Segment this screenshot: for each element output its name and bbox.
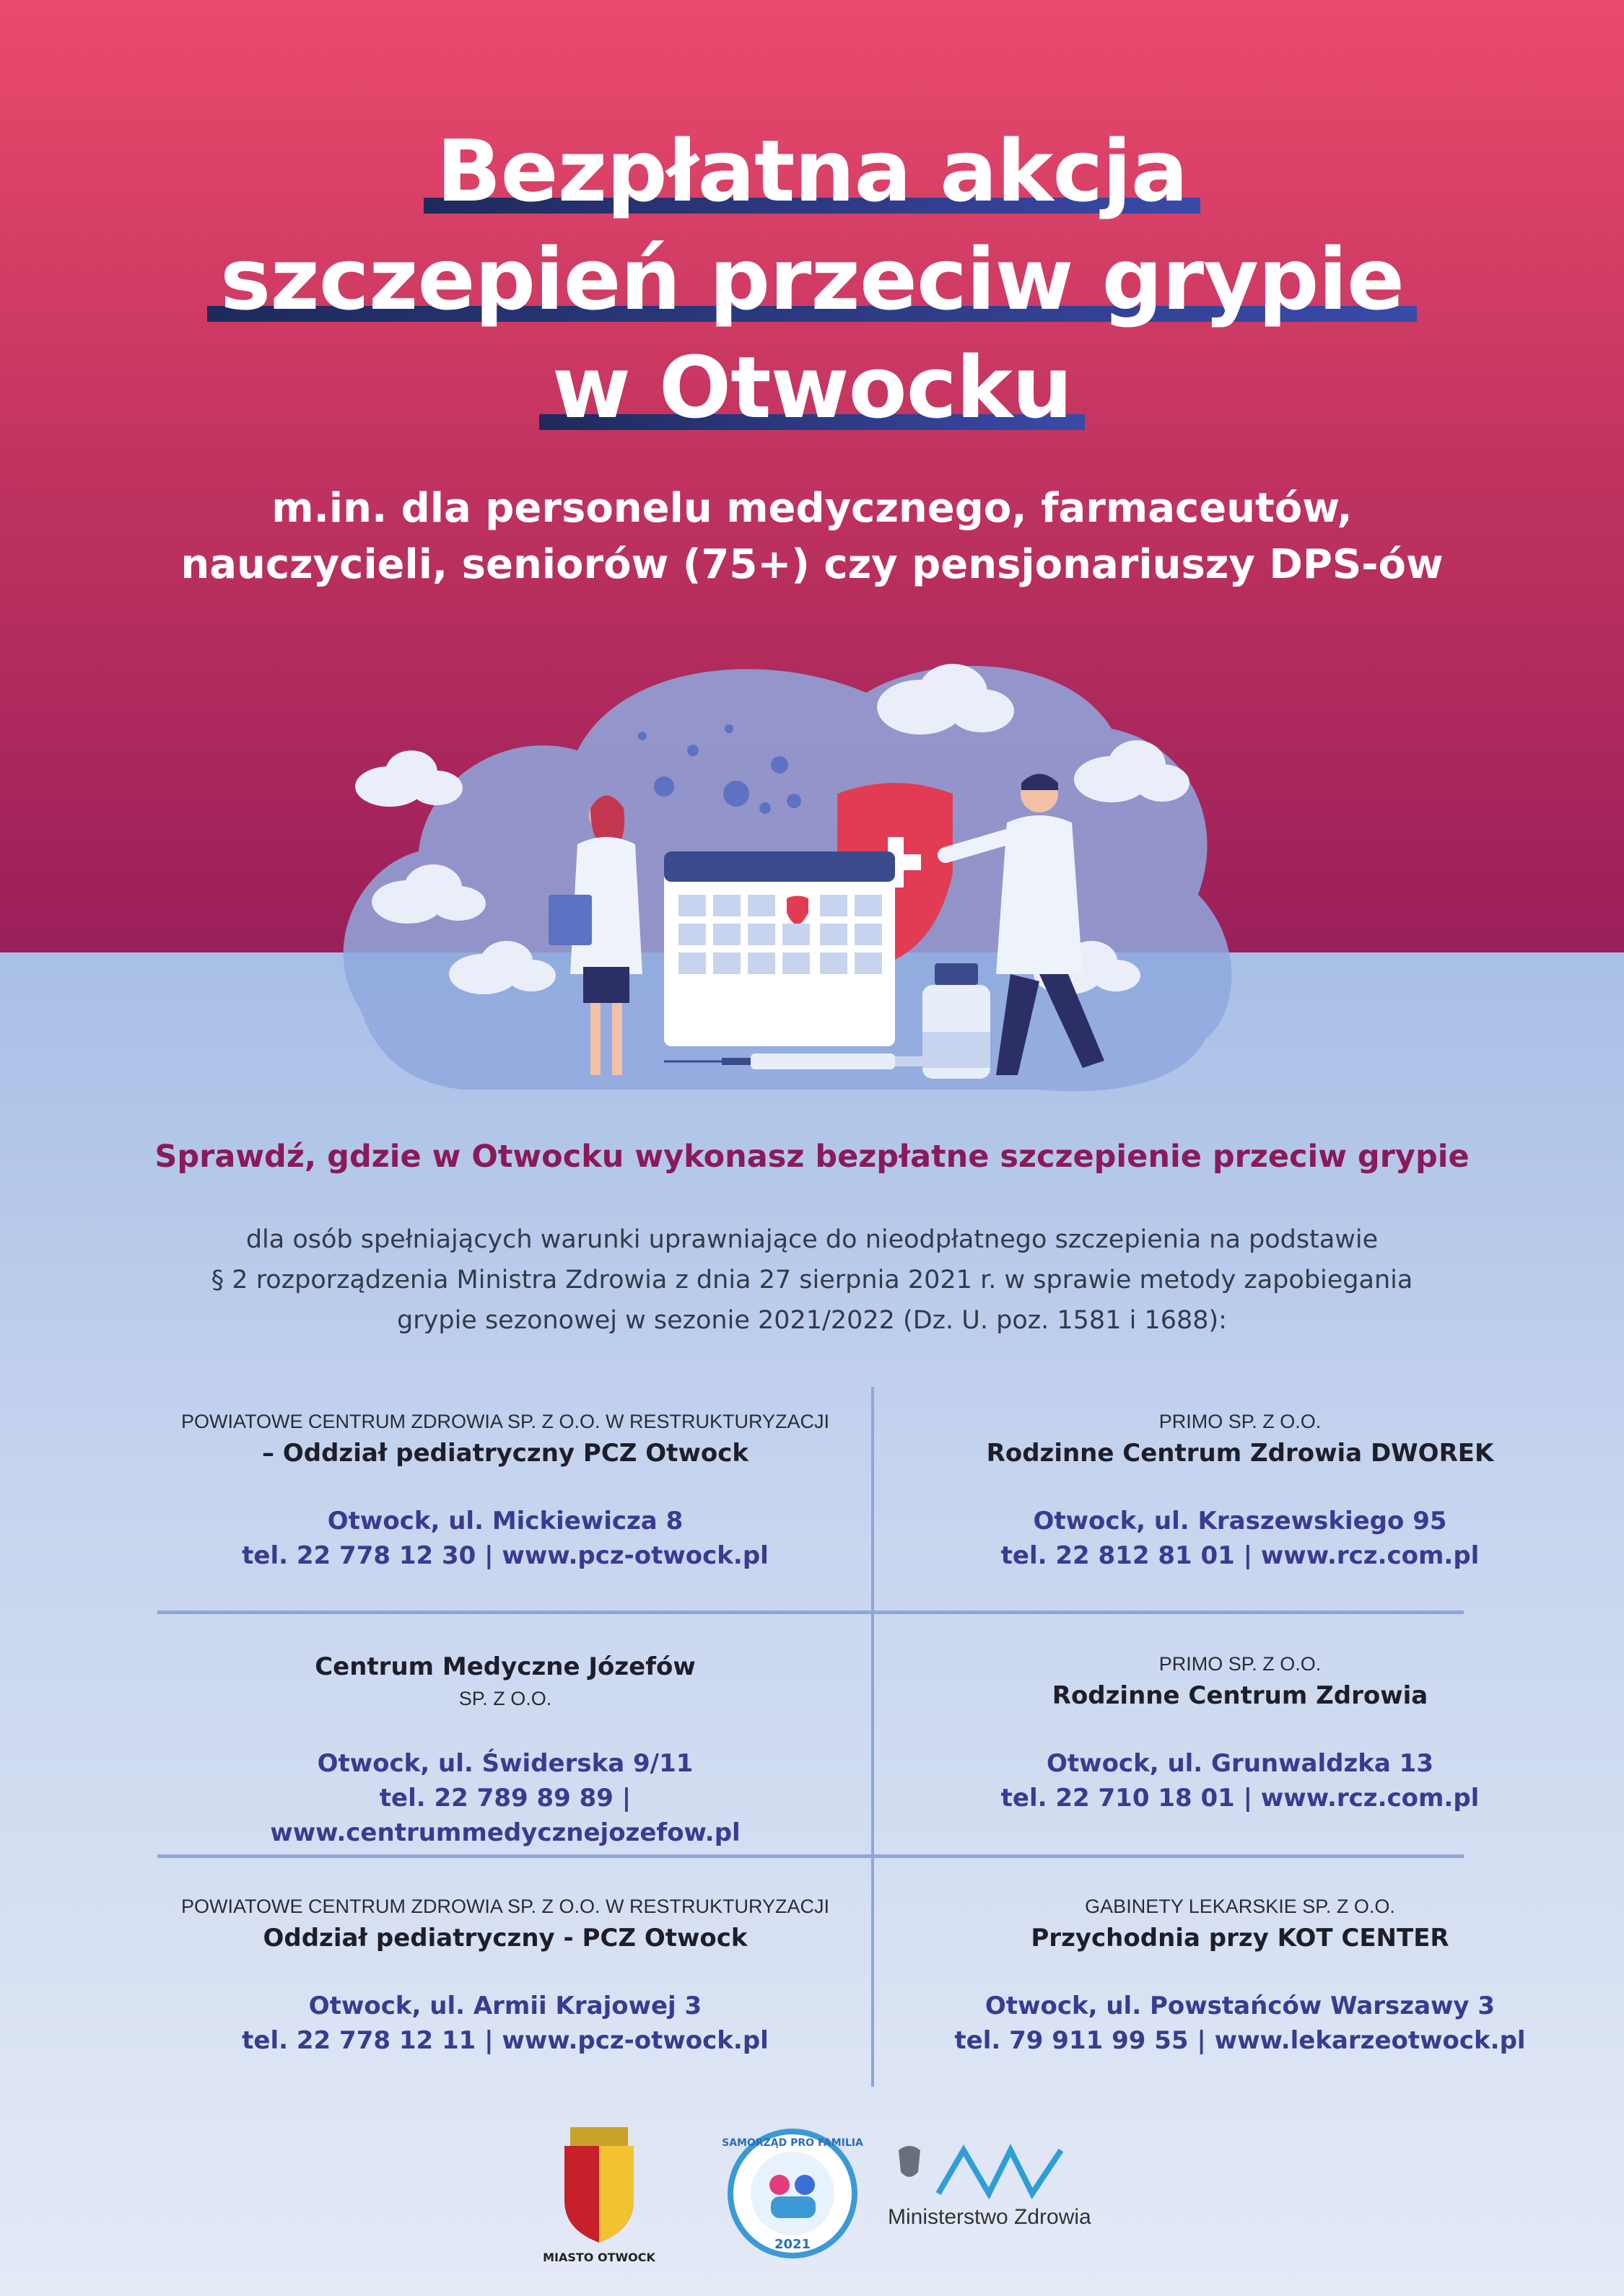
grid-divider-vertical [871,1387,874,2087]
samorzad-logo-label: SAMORZĄD PRO FAMILIA [722,2137,863,2149]
intro-line-2: § 2 rozporządzenia Ministra Zdrowia z dnia 27 sierpnia 2021 r. w sprawie metody zapobiegania [211,1266,1413,1294]
location-card-rcz-grunwaldzka [886,1649,1594,1815]
organization-name: PRIMO SP. Z O.O. [1158,1411,1322,1432]
contact-line[interactable]: tel. 22 812 81 01 | www.rcz.com.pl [1000,1541,1480,1570]
facility-name: Przychodnia przy KOT CENTER [1031,1924,1449,1953]
samorzad-pro-familia-logo [722,2131,863,2256]
location-card-cm-jozefow [152,1649,859,1850]
subtitle-line-2: nauczycieli, seniorów (75+) czy pensjonariuszy DPS-ów [180,541,1444,588]
contact-line[interactable]: tel. 79 911 99 55 | www.lekarzeotwock.pl [954,2026,1526,2055]
facility-name: Centrum Medyczne Józefów [315,1652,696,1681]
contact-line[interactable]: tel. 22 789 89 89 | www.centrummedycznejozefow.pl [270,1784,741,1847]
facility-name: Rodzinne Centrum Zdrowia [1052,1681,1428,1710]
subtitle-line-1: m.in. dla personelu medycznego, farmaceutów, [271,485,1353,532]
partner-logos [0,2121,1624,2266]
title-line-1: Bezpłatna akcja [0,121,1624,221]
city-logo-label: MIASTO OTWOCK [543,2251,655,2264]
calendar-icon [664,851,895,1046]
grid-divider-horizontal [157,1854,1464,1858]
check-locations-heading: Sprawdź, gdzie w Otwocku wykonasz bezpłatne szczepienie przeciw grypie [154,1139,1470,1175]
address: Otwock, ul. Grunwaldzka 13 [1047,1749,1433,1778]
contact-line[interactable]: tel. 22 778 12 30 | www.pcz-otwock.pl [242,1541,769,1570]
organization-name: SP. Z O.O. [458,1688,552,1709]
organization-name: PRIMO SP. Z O.O. [1158,1653,1322,1675]
location-card-kot-center [886,1892,1594,2058]
cloud-icon [355,750,463,807]
address: Otwock, ul. Powstańców Warszawy 3 [985,1992,1496,2020]
address: Otwock, ul. Kraszewskiego 95 [1033,1507,1447,1535]
address: Otwock, ul. Świderska 9/11 [317,1749,694,1778]
grid-divider-horizontal [157,1611,1464,1614]
vaccination-illustration [318,635,1306,1097]
location-card-pcz-mickiewicza [152,1407,859,1573]
intro-line-3: grypie sezonowej w sezonie 2021/2022 (Dz. U. poz. 1581 i 1688): [397,1306,1227,1335]
intro-line-1: dla osób spełniających warunki uprawniające do nieodpłatnego szczepienia na podstawie [245,1225,1379,1254]
title-line-2: szczepień przeciw grypie [0,229,1624,329]
address: Otwock, ul. Mickiewicza 8 [327,1507,684,1535]
eligibility-intro [180,1219,1444,1341]
location-card-pcz-armii-krajowej [152,1892,859,2058]
facility-name: Oddział pediatryczny - PCZ Otwock [263,1924,748,1953]
title-line-3: w Otwocku [0,338,1624,437]
contact-line[interactable]: tel. 22 778 12 11 | www.pcz-otwock.pl [242,2026,769,2055]
ministry-logo-label: Ministerstwo Zdrowia [888,2205,1091,2229]
facility-name: – Oddział pediatryczny PCZ Otwock [262,1439,748,1468]
contact-line[interactable]: tel. 22 710 18 01 | www.rcz.com.pl [1000,1784,1480,1813]
otwock-coat-of-arms-icon [543,2127,655,2264]
facility-name: Rodzinne Centrum Zdrowia DWOREK [986,1439,1494,1468]
address: Otwock, ul. Armii Krajowej 3 [308,1992,702,2020]
samorzad-logo-year: 2021 [774,2237,811,2252]
ministry-of-health-logo [888,2146,1091,2229]
location-card-rcz-dworek [886,1407,1594,1573]
organization-name: POWIATOWE CENTRUM ZDROWIA SP. Z O.O. W RESTRUKTURYZACJI [180,1896,830,1917]
organization-name: GABINETY LEKARSKIE SP. Z O.O. [1085,1896,1395,1917]
organization-name: POWIATOWE CENTRUM ZDROWIA SP. Z O.O. W RESTRUKTURYZACJI [180,1411,830,1432]
